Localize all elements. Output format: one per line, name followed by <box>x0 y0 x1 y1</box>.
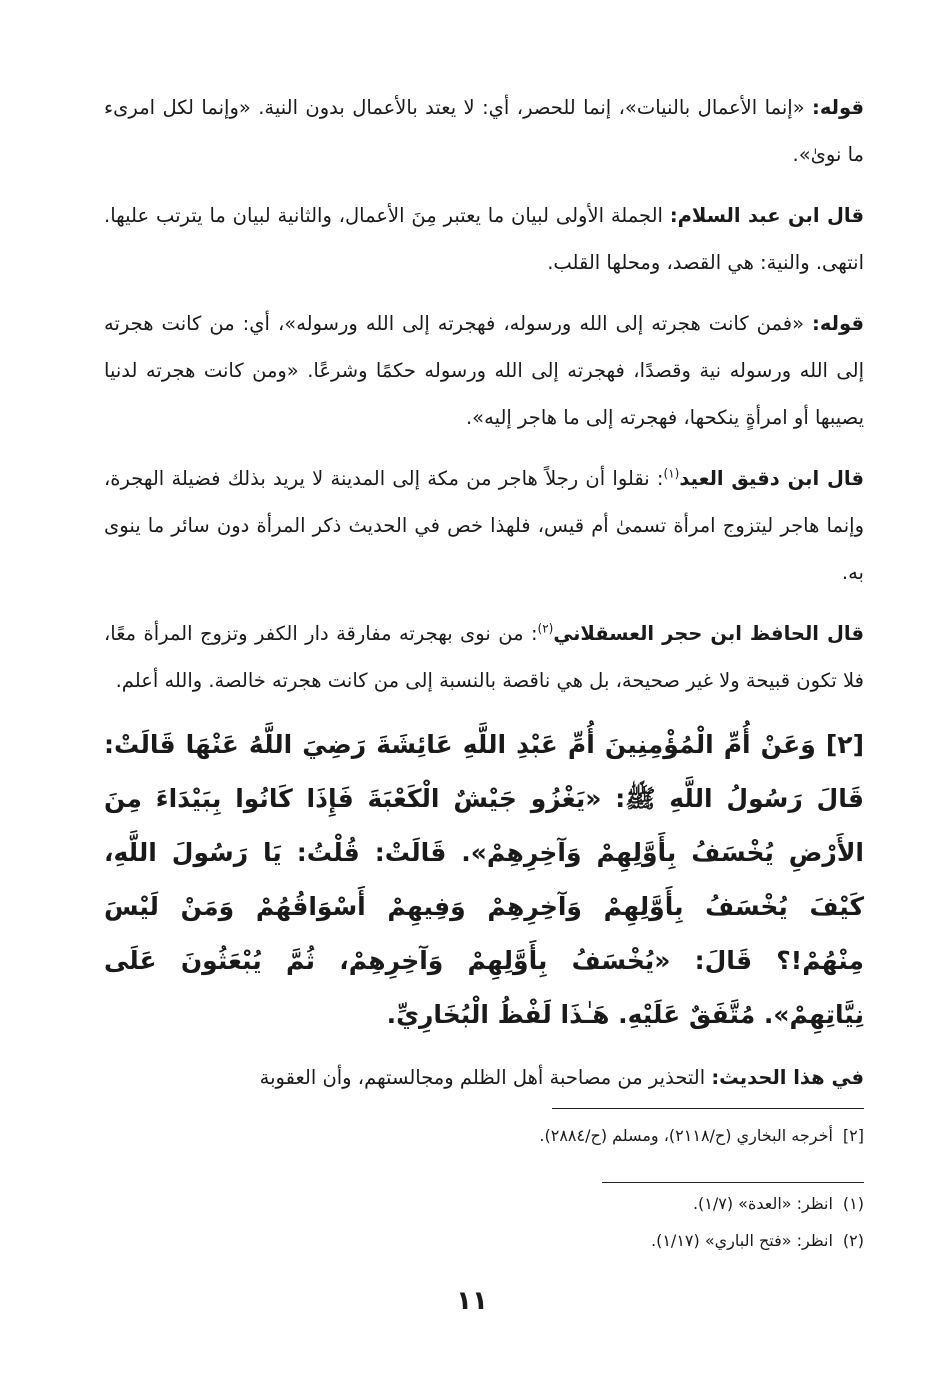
paragraph-hijra <box>104 300 864 441</box>
paragraph-lead: في هذا الحديث: <box>711 1066 864 1089</box>
footnote-ref: (١) <box>663 466 680 481</box>
main-text <box>104 84 864 1115</box>
footnote <box>651 1229 864 1253</box>
paragraph-text: «إنما الأعمال بالنيات»، إنما للحصر، أي: لا يعتد بالأعمال بدون النية. «وإنما لكل امرىء ما نوىٰ». <box>104 96 864 166</box>
footnote <box>693 1192 864 1216</box>
footnote-text: انظر: «العدة» (١/٧). <box>692 1194 833 1213</box>
footnote-divider <box>602 1182 864 1183</box>
footnote-number: [٢] <box>842 1126 864 1145</box>
paragraph-lead: قال ابن عبد السلام: <box>669 204 864 227</box>
footnote-text: انظر: «فتح الباري» (١/١٧). <box>651 1231 833 1250</box>
paragraph-ibn-abd-alsalam <box>104 192 864 286</box>
footnote-number: (٢) <box>842 1231 864 1250</box>
paragraph-lead: قال الحافظ ابن حجر العسقلاني <box>553 622 864 645</box>
footnote-ref: (٢) <box>537 621 554 636</box>
paragraph-commentary <box>104 1054 864 1101</box>
paragraph-intentions <box>104 84 864 178</box>
paragraph-text: الجملة الأولى لبيان ما يعتبر مِنَ الأعمال، والثانية لبيان ما يترتب عليها. انتهى. والنية: هي القصد، ومحلها القلب. <box>104 204 864 274</box>
paragraph-lead: قوله: <box>812 96 864 119</box>
paragraph-text: التحذير من مصاحبة أهل الظلم ومجالستهم، وأن العقوبة <box>259 1066 712 1089</box>
hadith-footnote <box>539 1124 864 1148</box>
footnote-divider <box>552 1108 864 1109</box>
paragraph-lead: قوله: <box>812 312 864 335</box>
footnote-text: أخرجه البخاري (ح/٢١١٨)، ومسلم (ح/٢٨٨٤). <box>539 1126 833 1145</box>
paragraph-ibn-hajar <box>104 610 864 704</box>
hadith-text: [٢] وَعَنْ أُمِّ الْمُؤْمِنِينَ أُمِّ عَبْدِ اللَّهِ عَائِشَةَ رَضِيَ اللَّهُ عَنْهَا قَالَتْ: قَالَ رَسُولُ اللَّهِ ﷺ: «يَغْزُو جَيْشٌ الْكَعْبَةَ فَإِذَا كَانُوا بِبَيْدَاءَ مِنَ الأَرْضِ يُخْسَفُ بِأَوَّلِهِمْ وَآخِرِهِمْ». قَالَتْ: قُلْتُ: يَا رَسُولَ اللَّهِ، كَيْفَ يُخْسَفُ بِأَوَّلِهِمْ وَآخِرِهِمْ وَفِيهِمْ أَسْوَاقُهُمْ وَمَنْ لَيْسَ مِنْهُمْ!؟ قَالَ: «يُخْسَفُ بِأَوَّلِهِمْ وَآخِرِهِمْ، ثُمَّ يُبْعَثُونَ عَلَى نِيَّاتِهِمْ». مُتَّفَقٌ عَلَيْهِ. هَـٰذَا لَفْظُ الْبُخَارِيِّ. <box>104 730 864 1029</box>
page-number: ١١ <box>456 1286 488 1316</box>
paragraph-ibn-daqiq <box>104 455 864 596</box>
paragraph-lead: قال ابن دقيق العيد <box>679 467 865 490</box>
paragraph-text: : من نوى بهجرته مفارقة دار الكفر وتزوج المرأة معًا، فلا تكون قبيحة ولا غير صحيحة، بل هي ناقصة بالنسبة إلى من كانت هجرته خالصة. والله أعلم. <box>104 622 864 692</box>
footnote-number: (١) <box>842 1194 864 1213</box>
paragraph-text: «فمن كانت هجرته إلى الله ورسوله، فهجرته إلى الله ورسوله»، أي: من كانت هجرته إلى الله ورسوله نية وقصدًا، فهجرته إلى الله ورسوله حكمًا وشرعًا. «ومن كانت هجرته لدنيا يصيبها أو امرأةٍ ينكحها، فهجرته إلى ما هاجر إليه». <box>104 312 864 429</box>
paragraph-text: : نقلوا أن رجلاً هاجر من مكة إلى المدينة لا يريد بذلك فضيلة الهجرة، وإنما هاجر ليتزوج امرأة تسمىٰ أم قيس، فلهذا خص في الحديث ذكر المرأة دون سائر ما ينوى به. <box>104 467 864 584</box>
